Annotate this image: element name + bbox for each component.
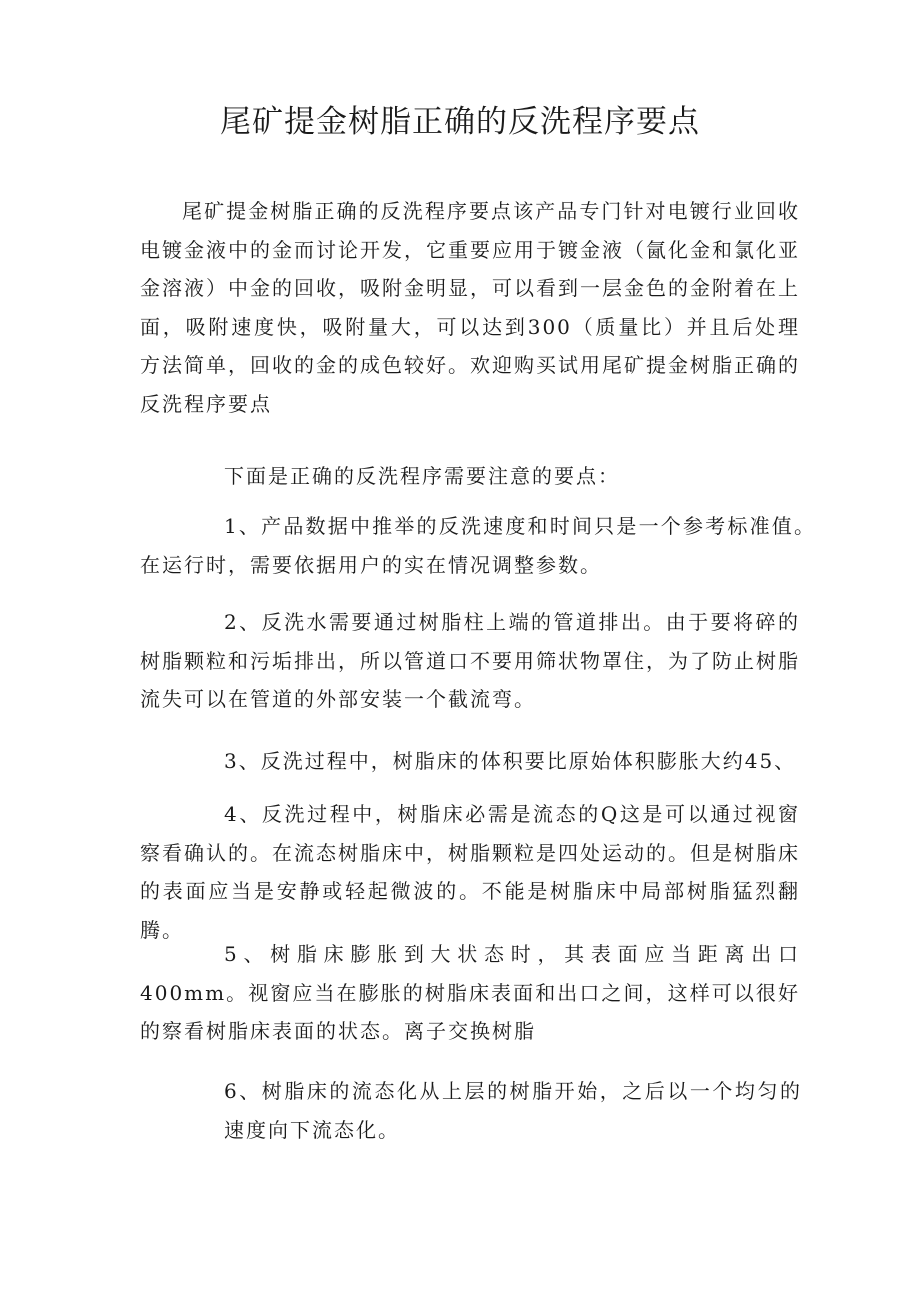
point-6: 6、树脂床的流态化从上层的树脂开始，之后以一个均匀的速度向下流态化。: [224, 1079, 802, 1142]
point-1: 1、产品数据中推举的反洗速度和时间只是一个参考标准值。在运行时，需要依据用户的实在情况调整参数。: [140, 514, 816, 577]
point-5: 5、树脂床膨胀到大状态时，其表面应当距离出口400mm。视窗应当在膨胀的树脂床表面和出口之间，这样可以很好的察看树脂床表面的状态。离子交换树脂: [140, 942, 800, 1043]
point-2: 2、反洗水需要通过树脂柱上端的管道排出。由于要将碎的树脂颗粒和污垢排出，所以管道口不要用筛状物罩住，为了防止树脂流失可以在管道的外部安装一个截流弯。: [140, 610, 800, 711]
document-title: 尾矿提金树脂正确的反洗程序要点: [220, 104, 700, 140]
intro-paragraph: 尾矿提金树脂正确的反洗程序要点该产品专门针对电镀行业回收电镀金液中的金而讨论开发，它重要应用于镀金液（氤化金和氯化亚金溶液）中金的回收，吸附金明显，可以看到一层金色的金附着在上面，吸附速度快，吸附量大，可以达到300（质量比）并且后处理方法简单，回收的金的成色较好。欢迎购买试用尾矿提金树脂正确的反洗程序要点: [140, 199, 800, 416]
lead-paragraph: 下面是正确的反洗程序需要注意的要点：: [224, 464, 620, 488]
point-4: 4、反洗过程中，树脂床必需是流态的Q这是可以通过视窗察看确认的。在流态树脂床中，树脂颗粒是四处运动的。但是树脂床的表面应当是安静或轻起微波的。不能是树脂床中局部树脂猛烈翻腾。: [140, 802, 800, 942]
point-3: 3、反洗过程中，树脂床的体积要比原始体积膨胀大约45、: [224, 749, 797, 773]
